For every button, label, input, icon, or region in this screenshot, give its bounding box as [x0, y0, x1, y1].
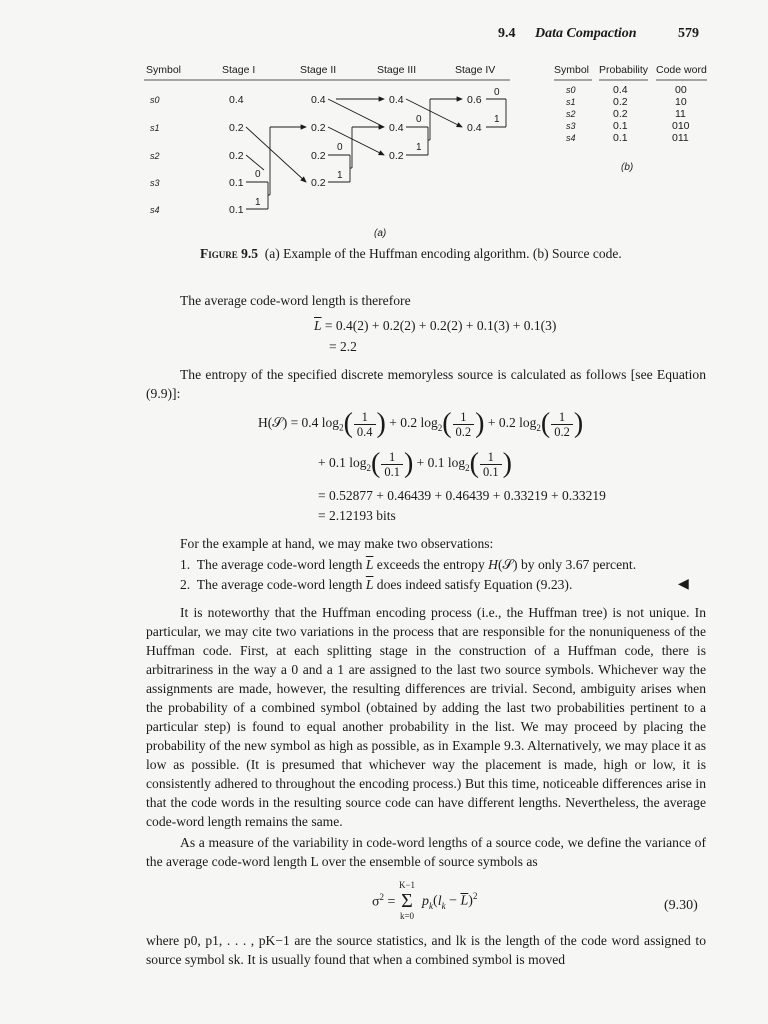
svg-text:0.1: 0.1 — [229, 204, 244, 216]
caption-text: (a) Example of the Huffman encoding algorithm. (b) Source code. — [264, 246, 622, 261]
svg-text:0.2: 0.2 — [613, 108, 628, 120]
table-b-probabilities — [613, 84, 628, 144]
svg-text:0.2: 0.2 — [389, 150, 404, 162]
stage-4-values — [467, 94, 482, 134]
svg-text:011: 011 — [672, 132, 689, 144]
table-b-codewords — [672, 84, 690, 144]
eq-avg-length: $\overline{L} = 0.4(2) + 0.2(2) + 0.2(2) + 0.1(3) + 0.1(3)$ — [314, 318, 557, 333]
header-stage-4: Stage IV — [455, 64, 496, 76]
observation-2: 2. The average code-word length $\overline{L}$ does indeed satisfy Equation (9.23). — [180, 577, 573, 592]
svg-text:0.1: 0.1 — [613, 120, 628, 132]
svg-text:0.2: 0.2 — [311, 150, 326, 162]
svg-text:0: 0 — [416, 114, 422, 125]
end-of-example-icon: ◀ — [678, 577, 689, 592]
svg-text:s1: s1 — [566, 97, 576, 107]
section-title: Data Compaction — [535, 26, 637, 41]
symbol-s0: s0 — [150, 95, 160, 105]
symbol-s3: s3 — [150, 178, 160, 188]
header-stage-3: Stage III — [377, 64, 417, 76]
svg-text:0: 0 — [337, 142, 343, 153]
svg-text:010: 010 — [672, 120, 690, 132]
table-b-symbols — [566, 85, 576, 143]
svg-text:0.2: 0.2 — [229, 150, 244, 162]
eq-entropy-line2: + 0.1 $\log_2$( $\frac{1}{0.1}$ ) + 0.1 $\log_2$( $\frac{1}{0.1}$ ) — [318, 448, 512, 479]
eq-entropy-result2: = 2.12193 bits — [318, 508, 396, 523]
equation-number: (9.30) — [664, 898, 698, 913]
figure-a-label: (a) — [374, 228, 387, 239]
svg-text:0.4: 0.4 — [311, 94, 326, 106]
svg-text:1: 1 — [416, 142, 422, 153]
header-stage-1: Stage I — [222, 64, 256, 76]
svg-text:00: 00 — [675, 84, 687, 96]
svg-text:0.2: 0.2 — [311, 122, 326, 134]
svg-text:1: 1 — [494, 114, 500, 125]
symbol-s4: s4 — [150, 205, 160, 215]
stage-2-values — [311, 94, 326, 189]
svg-text:0.4: 0.4 — [229, 94, 244, 106]
observations-intro: For the example at hand, we may make two observations: — [180, 536, 494, 551]
section-number: 9.4 — [498, 26, 516, 41]
stage-3-values — [389, 94, 404, 162]
figure-b-label: (b) — [621, 162, 634, 173]
avg-intro: The average code-word length is therefore — [180, 293, 411, 308]
merge-stage-2 — [288, 99, 384, 182]
caption-label: Figure 9.5 — [200, 246, 259, 261]
figure-caption — [200, 246, 622, 262]
paragraph-nonuniqueness: It is noteworthy that the Huffman encoding process (i.e., the Huffman tree) is not unique. In particular, we may cite two variations in the process that are responsible for the nonuniqueness of the Huffman code. First, at each splitting stage in the construction of a Huffman code, there is arbitrariness in the way a 0 and a 1 are assigned to the last two source symbols. Whichever way the assignments are made, however, the resulting differences are trivial. Second, ambiguity arises when the probability of a combined symbol (obtained by adding the last two probabilities pertinent to a particular step) is found to equal another probability in the list. We may proceed by placing the probability of the new symbol as high as possible, as in Example 9.3. Alternatively, we may place it as low as possible. (It is presumed that whichever way the placement is made, high or low, it is consistently adhered to throughout the encoding process.) But this time, noticeable differences arise in that the code words in the resulting source code can have different lengths. Nevertheless, the average code-word length remains the same. — [146, 605, 706, 829]
svg-text:0.4: 0.4 — [467, 122, 482, 134]
svg-text:0.1: 0.1 — [229, 177, 244, 189]
stage-1-values — [229, 94, 244, 216]
eq-avg-result: = 2.2 — [329, 339, 357, 354]
header-symbol: Symbol — [146, 64, 182, 76]
paragraph-where: where p0, p1, . . . , pK−1 are the source statistics, and lk is the length of the code word assigned to source symbol sk. It is usually found that when a combined symbol is moved — [146, 933, 706, 967]
header-stage-2: Stage II — [300, 64, 337, 76]
svg-text:0.4: 0.4 — [389, 122, 404, 134]
svg-text:10: 10 — [675, 96, 687, 108]
svg-text:Symbol: Symbol — [554, 64, 590, 76]
symbol-s2: s2 — [150, 151, 160, 161]
svg-text:0.1: 0.1 — [613, 132, 628, 144]
svg-text:0.2: 0.2 — [613, 96, 628, 108]
page-number: 579 — [678, 26, 699, 41]
svg-text:11: 11 — [675, 108, 686, 120]
svg-text:s4: s4 — [566, 133, 576, 143]
observation-1: 1. The average code-word length $\overline{L}$ exceeds the entropy H(𝒮) by only 3.67 percent. — [180, 557, 637, 572]
svg-text:1: 1 — [255, 197, 261, 208]
table-b-header — [554, 64, 707, 76]
paragraph-variance: As a measure of the variability in code-word lengths of a source code, we define the variance of the average code-word length L over the ensemble of source symbols as — [146, 835, 706, 869]
svg-text:0.2: 0.2 — [229, 122, 244, 134]
svg-text:0: 0 — [255, 169, 261, 180]
entropy-intro: The entropy of the specified discrete memoryless source is calculated as follows [see Equation (9.9)]: — [146, 367, 706, 401]
svg-text:0.2: 0.2 — [311, 177, 326, 189]
svg-text:s2: s2 — [566, 109, 576, 119]
table-a-symbols — [150, 95, 160, 215]
eq-entropy-line1: H(𝒮) = 0.4 $\log_2$( $\frac{1}{0.4}$ ) + 0.2 $\log_2$( $\frac{1}{0.2}$ ) + 0.2 $\log_2$( $\frac{1}{0.2}$ ) — [258, 408, 584, 439]
svg-text:1: 1 — [337, 170, 343, 181]
svg-text:0.4: 0.4 — [389, 94, 404, 106]
eq-variance: $\sigma^2$ = K−1 Σ k=0 $p_k(l_k - \overline{L})^2$ — [372, 880, 478, 921]
symbol-s1: s1 — [150, 123, 160, 133]
huffman-figure — [0, 0, 768, 270]
svg-text:0.6: 0.6 — [467, 94, 482, 106]
svg-text:s0: s0 — [566, 85, 576, 95]
svg-text:Code word: Code word — [656, 64, 707, 76]
svg-text:0.4: 0.4 — [613, 84, 628, 96]
svg-text:0: 0 — [494, 87, 500, 98]
eq-entropy-result1: = 0.52877 + 0.46439 + 0.46439 + 0.33219 + 0.33219 — [318, 488, 606, 503]
svg-text:Probability: Probability — [599, 64, 649, 76]
svg-text:s3: s3 — [566, 121, 576, 131]
table-a-header — [146, 64, 495, 76]
